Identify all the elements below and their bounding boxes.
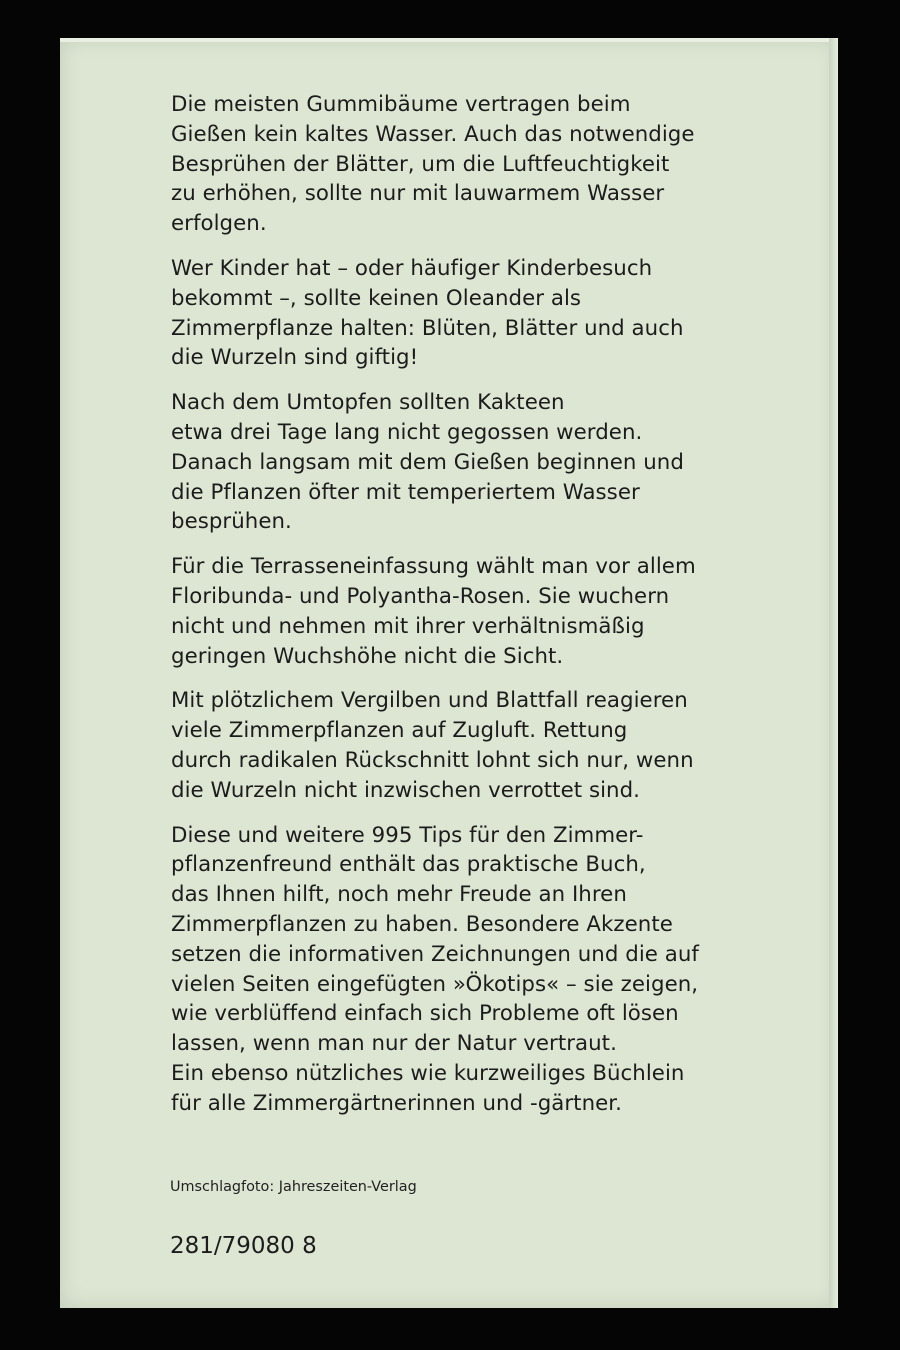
paragraph-gummibaeume: Die meisten Gummibäume vertragen beim Gießen kein kaltes Wasser. Auch das notwendige Besprühen der Blätter, um die Luftfeuchtigkeit zu erhöhen, sollte nur mit lauwarmem Wasser erfolgen. xyxy=(171,92,695,237)
paragraph-rosen: Für die Terrasseneinfassung wählt man vor allem Floribunda- und Polyantha-Rosen. Sie wuchern nicht und nehmen mit ihrer verhältnismäßig geringen Wuchshöhe nicht die Sicht. xyxy=(171,554,696,669)
book-back-cover xyxy=(60,38,838,1308)
cover-top-edge xyxy=(60,38,838,42)
paragraph-kakteen: Nach dem Umtopfen sollten Kakteen etwa drei Tage lang nicht gegossen werden. Danach langsam mit dem Gießen beginnen und die Pflanzen öfter mit temperiertem Wasser besprühen. xyxy=(171,390,684,535)
isbn-number: 281/79080 8 xyxy=(170,1233,317,1259)
cover-spine-edge xyxy=(829,38,838,1308)
photo-credit: Umschlagfoto: Jahreszeiten-Verlag xyxy=(170,1179,417,1195)
paragraph-zugluft: Mit plötzlichem Vergilben und Blattfall reagieren viele Zimmerpflanzen auf Zugluft. Rettung durch radikalen Rückschnitt lohnt sich nur, wenn die Wurzeln nicht inzwischen verrottet sind. xyxy=(171,688,694,803)
blurb-text xyxy=(171,90,771,1134)
paragraph-oleander: Wer Kinder hat – oder häufiger Kinderbesuch bekommt –, sollte keinen Oleander als Zimmerpflanze halten: Blüten, Blätter und auch die Wurzeln sind giftig! xyxy=(171,255,684,371)
paragraph-book-description: Diese und weitere 995 Tips für den Zimmer- pflanzenfreund enthält das praktische Buch, das Ihnen hilft, noch mehr Freude an Ihren Zimmerpflanzen zu haben. Besondere Akzente setzen die informativen Zeichnungen und die auf vielen Seiten eingefügten »Ökotips« – sie zeigen, wie verblüffend einfach sich Probleme oft lösen lassen, wenn man nur der Natur vertraut. Ein ebenso nützliches wie kurzweiliges Büchlein für alle Zimmergärtnerinnen und -gärtner. xyxy=(171,822,699,1116)
